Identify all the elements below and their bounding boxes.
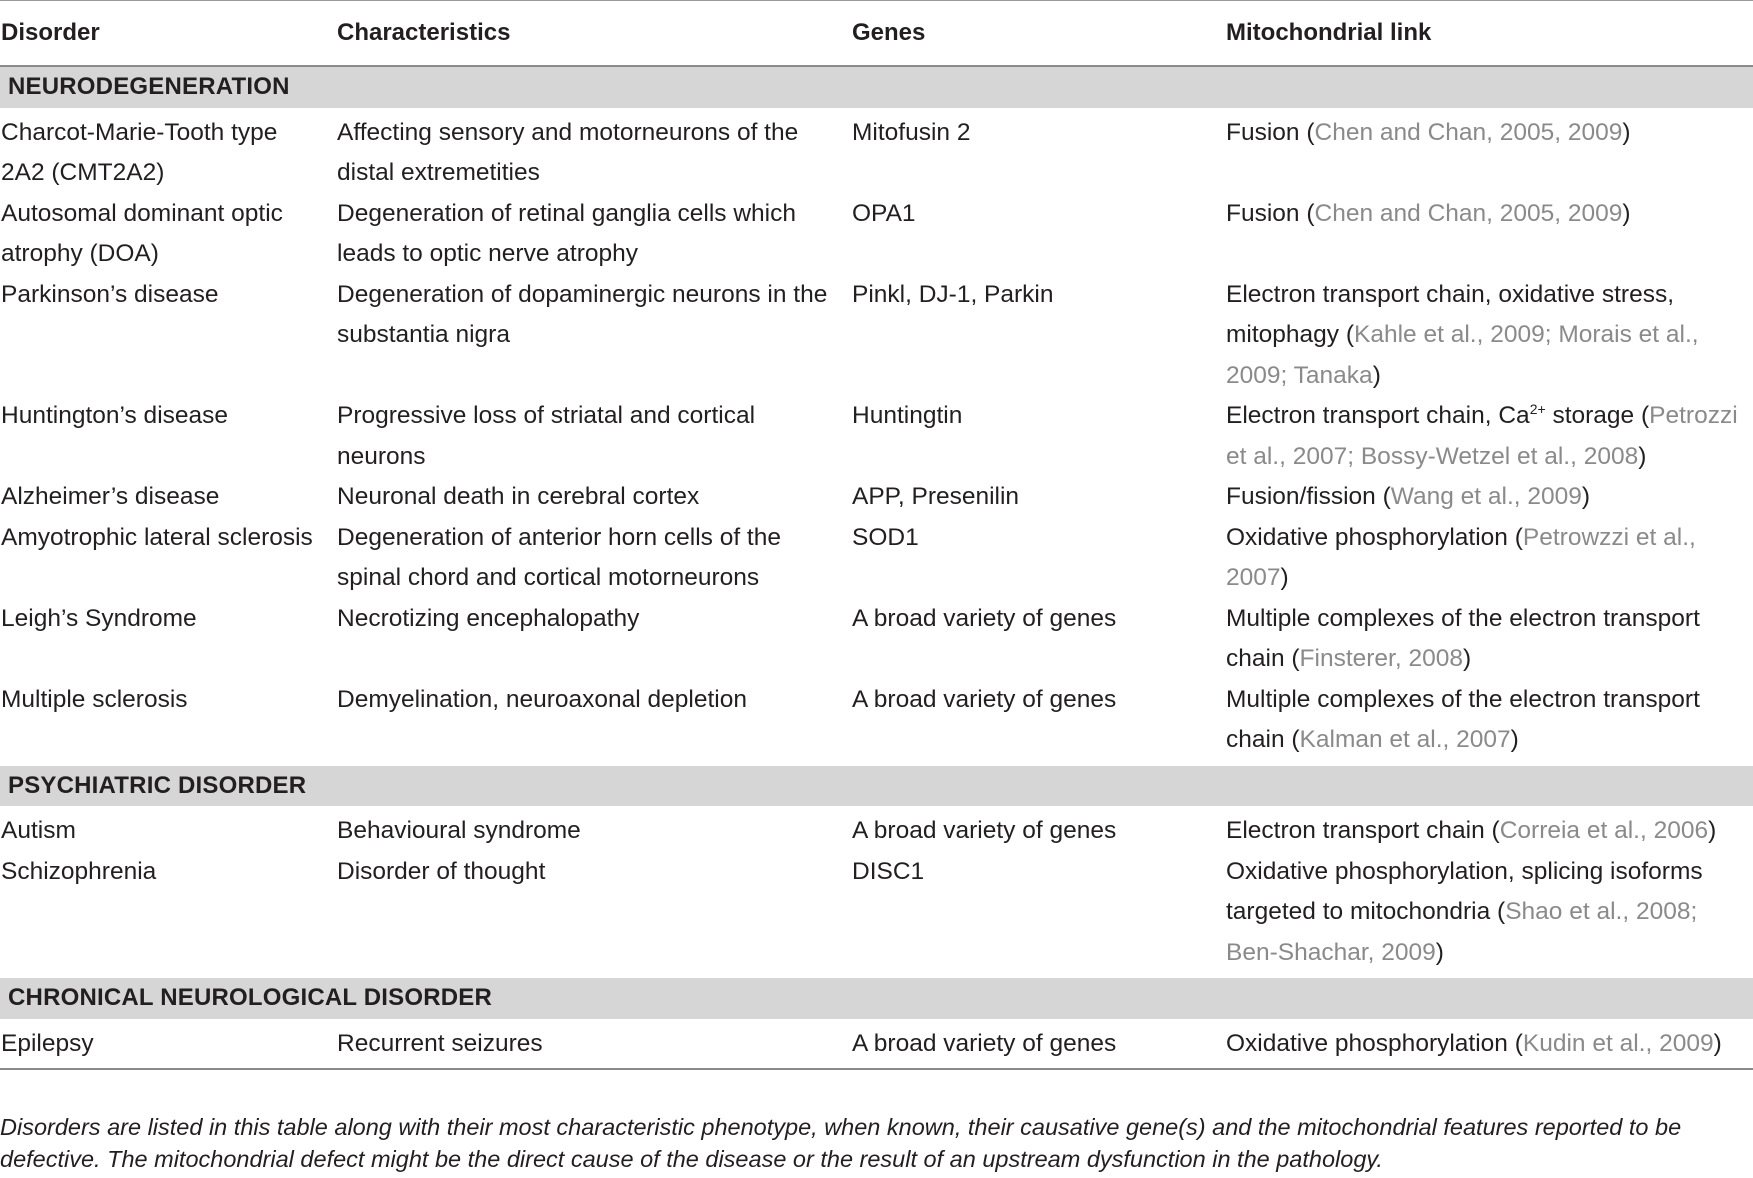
table-row [0,194,1753,275]
link-text-close: ) [1435,938,1444,966]
cell-characteristics: Demyelination, neuroaxonal depletion [337,685,747,713]
citation-link[interactable]: Wang et al., 2009 [1390,483,1582,510]
table-row [0,518,1753,599]
table-row [0,852,1753,974]
cell-disorder: Amyotrophic lateral sclerosis [1,523,313,551]
link-text: Fusion/fission ( [1226,483,1391,510]
citation-link[interactable]: Finsterer, 2008 [1299,645,1463,672]
table-row [0,113,1753,194]
citation-link[interactable]: Kudin et al., 2009 [1522,1029,1714,1057]
table-body [0,66,1753,1069]
table-row [0,811,1753,852]
cell-genes: A broad variety of genes [852,685,1117,713]
link-text: Oxidative phosphorylation ( [1226,523,1523,551]
section-title: CHRONICAL NEUROLOGICAL DISORDER [0,978,1753,1019]
cell-mitochondrial-link [1225,477,1753,518]
citation-link[interactable]: Correia et al., 2006 [1499,817,1709,844]
table-row [0,477,1753,518]
cell-mitochondrial-link [1225,852,1753,974]
cell-mitochondrial-link [1225,811,1753,852]
link-text-close: ) [1638,442,1647,470]
cell-disorder: Autism [1,817,76,844]
link-text-close: ) [1510,726,1519,753]
cell-characteristics: Degeneration of dopaminergic neurons in the substantia nigra [337,280,828,348]
cell-disorder: Alzheimer’s disease [1,483,220,510]
link-text-close: ) [1622,199,1631,227]
citation-link[interactable]: Kalman et al., 2007 [1299,726,1511,753]
cell-characteristics: Affecting sensory and motorneurons of the distal extremetities [337,118,799,186]
cell-disorder: Autosomal dominant optic atrophy (DOA) [1,199,283,267]
section-header-row [0,766,1753,807]
cell-disorder: Schizophrenia [1,857,157,885]
cell-characteristics: Disorder of thought [337,857,546,885]
cell-genes: A broad variety of genes [852,604,1117,632]
cell-mitochondrial-link [1225,113,1753,194]
link-text: Electron transport chain ( [1226,817,1500,844]
citation-link[interactable]: Petrowzzi et al., 2007 [1226,523,1696,591]
cell-characteristics: Progressive loss of striatal and cortical neurons [337,402,756,470]
cell-mitochondrial-link [1225,275,1753,397]
column-header-characteristics: Characteristics [336,1,851,67]
cell-mitochondrial-link [1225,396,1753,477]
cell-genes: DISC1 [852,857,925,885]
link-text-continued: storage ( [1545,402,1650,429]
table-footnote: Disorders are listed in this table along with their most characteristic phenotype, when known, their causative gene(s) and the mitochondrial features reported to be defective. The mitochondrial defect might be the direct cause of the disease or the result of an upstream dysfunction in the pathology. [0,1114,1682,1172]
cell-characteristics: Degeneration of retinal ganglia cells which leads to optic nerve atrophy [337,199,796,267]
cell-genes: SOD1 [852,523,919,551]
table-header [0,1,1753,67]
citation-link[interactable]: Chen and Chan, 2005, 2009 [1314,199,1623,227]
link-superscript: 2+ [1529,400,1546,417]
cell-genes: Mitofusin 2 [852,118,971,146]
cell-characteristics: Recurrent seizures [336,1024,851,1070]
column-header-disorder: Disorder [0,1,336,67]
cell-disorder: Epilepsy [0,1024,336,1070]
link-text-close: ) [1372,361,1381,389]
citation-link[interactable]: Chen and Chan, 2005, 2009 [1314,118,1623,146]
table-row [0,599,1753,680]
link-text-close: ) [1581,483,1591,510]
cell-genes: Pinkl, DJ-1, Parkin [852,280,1054,308]
link-text: Multiple complexes of the electron transport chain ( [1226,604,1700,672]
link-text-close: ) [1280,564,1289,591]
cell-genes: OPA1 [852,199,916,227]
cell-genes: APP, Presenilin [852,483,1020,510]
cell-disorder: Charcot-Marie-Tooth type 2A2 (CMT2A2) [1,118,278,186]
cell-disorder: Huntington’s disease [1,402,229,429]
citation-link[interactable]: Kahle et al., 2009; Morais et al., 2009; Tanaka [1226,321,1699,389]
cell-mitochondrial-link [1225,518,1753,599]
section-title: NEURODEGENERATION [0,66,1753,108]
link-text-close: ) [1708,817,1717,844]
table-row [0,680,1753,761]
link-text-close: ) [1622,118,1631,146]
citation-link[interactable]: Shao et al., 2008; Ben-Shachar, 2009 [1226,898,1698,966]
section-title: PSYCHIATRIC DISORDER [0,766,1753,807]
cell-characteristics: Behavioural syndrome [337,817,581,844]
link-text: Multiple complexes of the electron transport chain ( [1226,685,1700,753]
cell-mitochondrial-link [1225,194,1753,275]
link-text: Electron transport chain, oxidative stress, mitophagy ( [1226,280,1675,348]
section-header-row [0,978,1753,1019]
table-row [0,275,1753,397]
cell-disorder: Parkinson’s disease [1,280,219,308]
link-text-close: ) [1713,1029,1722,1057]
cell-genes: Huntingtin [852,402,963,429]
cell-disorder: Leigh’s Syndrome [1,604,197,632]
cell-genes: A broad variety of genes [852,817,1117,844]
table-row [0,396,1753,477]
cell-disorder: Multiple sclerosis [1,685,188,713]
link-text: Fusion ( [1226,199,1315,227]
cell-mitochondrial-link [1225,599,1753,680]
column-header-mitochondrial-link: Mitochondrial link [1225,1,1753,67]
link-text: Fusion ( [1226,118,1315,146]
table-row [0,1024,1753,1070]
link-text: Oxidative phosphorylation, splicing isoforms targeted to mitochondria ( [1226,857,1703,925]
link-text-close: ) [1462,645,1472,672]
header-row [0,1,1753,67]
column-header-genes: Genes [851,1,1225,67]
section-header-row [0,66,1753,108]
citation-link[interactable]: Petrozzi et al., 2007; Bossy-Wetzel et al., 2008 [1226,402,1738,470]
cell-characteristics: Degeneration of anterior horn cells of the spinal chord and cortical motorneurons [337,523,781,591]
cell-genes: A broad variety of genes [851,1024,1225,1070]
cell-characteristics: Neuronal death in cerebral cortex [337,483,700,510]
link-text: Oxidative phosphorylation ( [1226,1029,1523,1057]
cell-characteristics: Necrotizing encephalopathy [337,604,640,632]
cell-mitochondrial-link [1225,680,1753,761]
cell-mitochondrial-link [1225,1024,1753,1070]
link-text: Electron transport chain, Ca [1226,402,1530,429]
